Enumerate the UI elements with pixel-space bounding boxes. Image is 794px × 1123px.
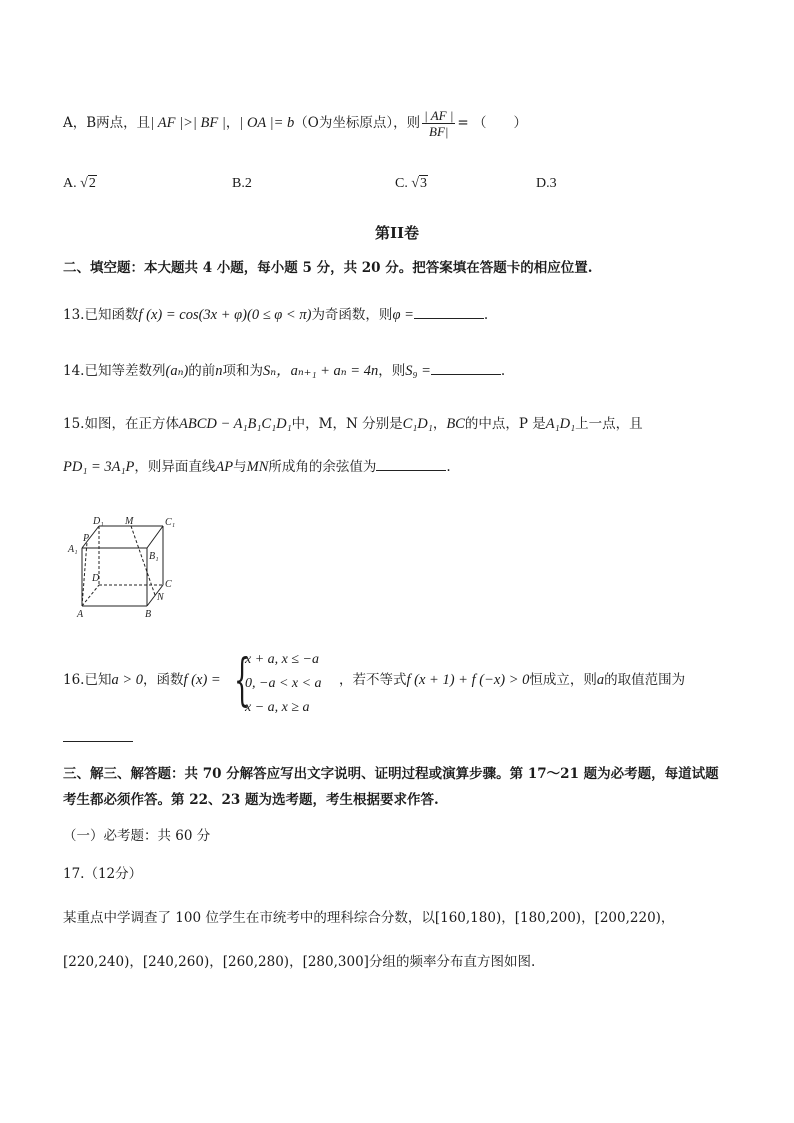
q15-comma: ，	[432, 416, 447, 432]
q13-prefix: 13.已知函数	[63, 307, 139, 323]
label-a: A	[77, 609, 84, 620]
q14-line	[63, 360, 505, 381]
option-b-value: 2	[244, 176, 252, 191]
option-c	[395, 176, 428, 192]
segment-a-p	[82, 542, 87, 606]
sqrt-icon: √	[411, 176, 420, 191]
q15-mid2: 的中点，P 是	[464, 416, 546, 432]
piece-case: 0, −a < x < a	[245, 676, 322, 691]
q15-yu: 与	[233, 459, 247, 475]
q16-acond: a > 0	[111, 672, 144, 688]
q16-fx: f (x) =	[183, 672, 221, 688]
option-b	[232, 176, 252, 192]
q13-expr: f (x) = cos(3x + φ)(0 ≤ φ < π)	[138, 307, 312, 323]
label-c1: C₁	[165, 517, 176, 528]
q16-after: ，若不等式	[339, 672, 407, 688]
q16-answer-blank[interactable]	[63, 727, 133, 742]
option-d-label: D.	[536, 176, 550, 191]
option-c-label: C.	[395, 176, 408, 191]
q13-end: .	[483, 307, 489, 323]
q16-prefix: 16.已知	[63, 672, 112, 688]
option-a-value: 2	[88, 176, 96, 191]
label-d: D	[92, 573, 100, 584]
q13-line	[63, 304, 488, 325]
label-b1: B₁	[149, 551, 159, 562]
option-d	[536, 176, 557, 192]
option-c-value: 3	[420, 176, 428, 191]
edge-a-d	[82, 585, 99, 606]
sqrt-icon: √	[80, 176, 88, 191]
q16-end: 的取值范围为	[604, 672, 686, 688]
cube-figure	[62, 515, 187, 621]
edge-b1-c1	[147, 526, 163, 548]
q12-fraction	[422, 108, 455, 139]
q16-a: a	[596, 672, 605, 688]
q15-mn: MN	[246, 459, 269, 475]
piecewise-cases	[245, 648, 322, 720]
q12-frac-den: BF|	[429, 124, 449, 139]
label-n: N	[157, 592, 164, 603]
q12-cond1: | AF |>| BF |	[150, 115, 226, 131]
q17-line1: 某重点中学调查了 100 位学生在市统考中的理科综合分数，以[160,180)，[180,200)，[200,220)，	[63, 910, 675, 926]
q14-s9: S₉ =	[405, 363, 431, 379]
required-section: （一）必考题：共 60 分	[63, 828, 211, 844]
q16-line-rest	[339, 670, 685, 690]
q13-var: φ =	[392, 307, 414, 323]
q12-paren-note: （O为坐标原点），则	[294, 115, 421, 131]
q16-after2: 恒成立，则	[529, 672, 597, 688]
q16-ineq: f (x + 1) + f (−x) > 0	[406, 672, 530, 688]
part2-title: 第II卷	[374, 224, 420, 242]
label-d1: D₁	[93, 516, 104, 527]
q15-line1	[63, 414, 643, 434]
q15-c1d1: C₁D₁	[402, 416, 433, 432]
option-a-label: A.	[63, 176, 77, 191]
piece-case: x − a, x ≥ a	[245, 700, 310, 715]
q13-answer-blank[interactable]	[414, 304, 484, 319]
option-b-label: B.	[232, 176, 245, 191]
q15-line2-end: 所成角的余弦值为	[268, 459, 377, 475]
q14-mid3: ，则	[378, 363, 406, 379]
q12-sep: ，	[225, 115, 240, 131]
q15-cube: ABCD − A₁B₁C₁D₁	[178, 416, 292, 432]
q14-n: n	[215, 363, 223, 379]
q14-mid1: 的前	[188, 363, 216, 379]
q15-end1: 上一点，且	[575, 416, 643, 432]
piece-case: x + a, x ≤ −a	[245, 652, 320, 667]
label-b: B	[145, 609, 152, 620]
part3-heading-1: 三、解三、解答题：共 70 分解答应写出文字说明、证明过程或演算步骤。第 17～21 题为必考题，每道试题	[63, 766, 719, 782]
q16-line	[63, 670, 221, 690]
q17-line2: [220,240)，[240,260)，[260,280)，[280,300]分组的频率分布直方图如图.	[63, 954, 536, 970]
q16-mid: ，函数	[143, 672, 184, 688]
q13-mid: 为奇函数，则	[311, 307, 393, 323]
label-m: M	[125, 516, 134, 527]
q12-line	[63, 108, 527, 139]
piecewise-brace: {	[234, 648, 251, 713]
q15-answer-blank[interactable]	[376, 456, 446, 471]
q14-end: .	[500, 363, 506, 379]
label-a1: A₁	[68, 544, 78, 555]
q15-bc: BC	[446, 416, 465, 432]
q15-end: .	[446, 459, 451, 475]
q15-expr: PD₁ = 3A₁P	[63, 459, 135, 475]
q15-prefix: 15.如图，在正方体	[63, 416, 179, 432]
q12-cond2: | OA |= b	[239, 115, 295, 131]
q12-tail: = （ ）	[457, 115, 528, 131]
q14-prefix: 14.已知等差数列	[63, 363, 166, 379]
q15-line2	[63, 456, 451, 477]
q14-seq: (aₙ)	[165, 363, 189, 379]
q12-frac-num: | AF |	[424, 108, 454, 123]
label-p: P	[83, 533, 90, 544]
q15-mid: 中，M，N 分别是	[291, 416, 403, 432]
q15-a1d1: A₁D₁	[545, 416, 576, 432]
option-a	[63, 176, 97, 192]
q12-text-a: A，B两点，且	[63, 115, 151, 131]
q15-line2-mid: ，则异面直线	[134, 459, 216, 475]
q14-mid2: 项和为	[222, 363, 264, 379]
q15-ap: AP	[215, 459, 234, 475]
fill-heading: 二、填空题：本大题共 4 小题，每小题 5 分，共 20 分。把答案填在答题卡的相应位置.	[63, 260, 593, 276]
q14-cond: ，aₙ₊₁ + aₙ = 4n	[276, 363, 379, 379]
option-d-value: 3	[549, 176, 557, 191]
q17-head: 17.（12分）	[63, 866, 143, 882]
q14-sn: Sₙ	[263, 363, 277, 379]
part3-heading-2: 考生都必须作答。第 22、23 题为选考题，考生根据要求作答.	[63, 792, 439, 808]
label-c: C	[165, 579, 172, 590]
q14-answer-blank[interactable]	[431, 360, 501, 375]
